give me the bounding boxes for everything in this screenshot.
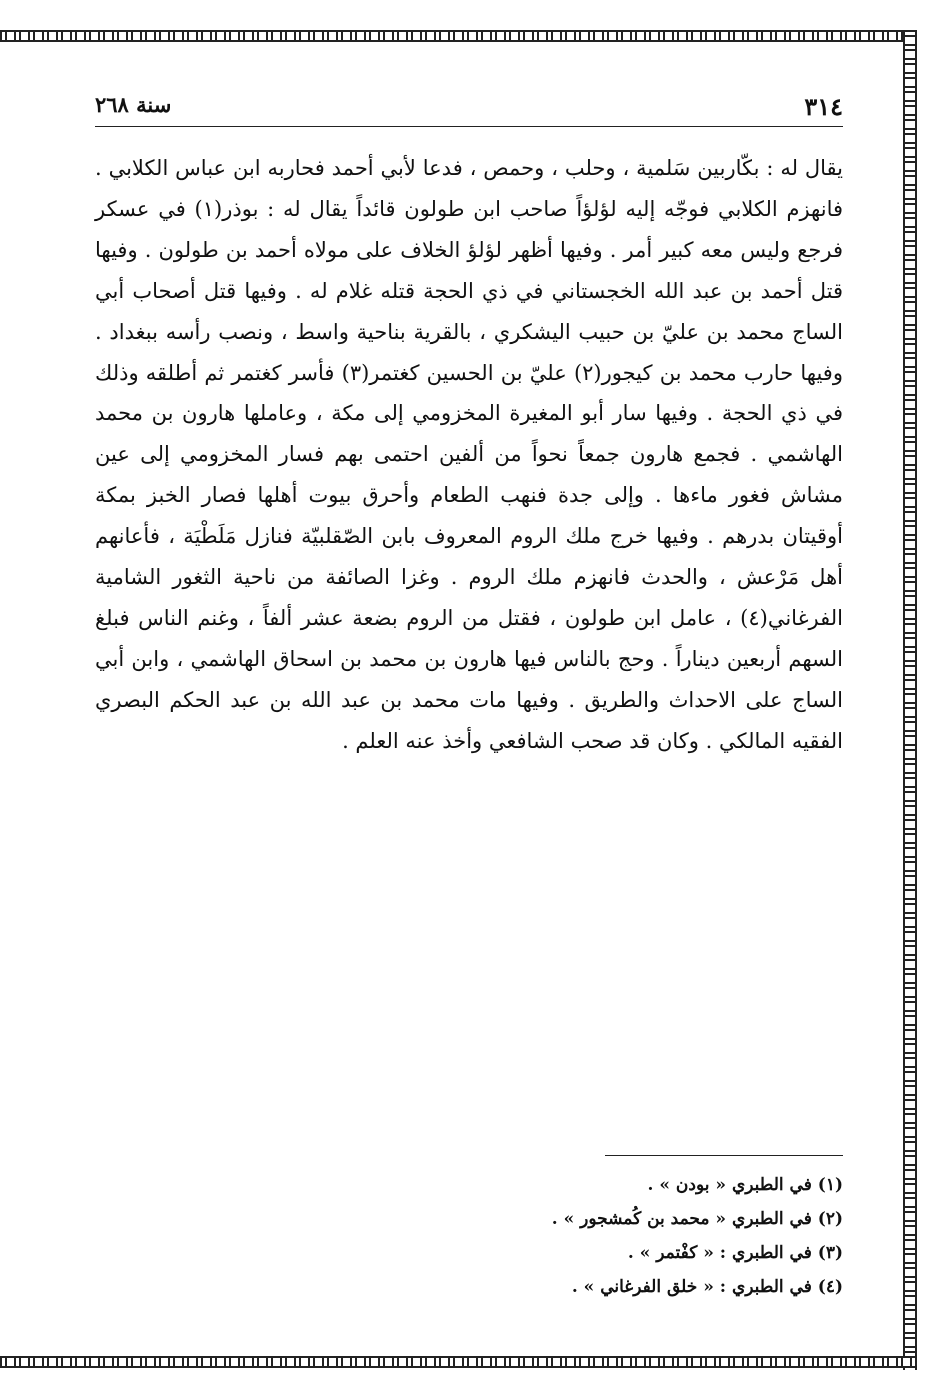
decorative-border-right xyxy=(903,30,917,1370)
decorative-border-bottom xyxy=(0,1356,915,1368)
footnote-2: (٢) في الطبري « محمد بن كُمشجور » . xyxy=(551,1209,843,1229)
footnotes xyxy=(300,1168,843,1304)
footnote-separator xyxy=(605,1155,843,1156)
footnote-1: (١) في الطبري « بودن » . xyxy=(647,1175,843,1195)
main-text: يقال له : بكّاربين سَلمية ، وحلب ، وحمص ، فدعا لأبي أحمد فحاربه ابن عباس الكلابي . فانهزم الكلابي فوجّه إليه لؤلؤاً صاحب ابن طولون قائداً يقال له : بوذر(١) في عسكر فرجع وليس معه كبير أمر . وفيها أظهر لؤلؤ الخلاف على مولاه أحمد بن طولون . وفيها قتل أحمد بن عبد الله الخجستاني في ذي الحجة قتله غلام له . وفيها قتل أصحاب أبي الساج محمد بن عليّ بن حبيب اليشكري ، بالقرية بناحية واسط ، ونصب رأسه ببغداد . وفيها حارب محمد بن كيجور(٢) عليّ بن الحسين كغتمر(٣) فأسر كغتمر ثم أطلقه وذلك في ذي الحجة . وفيها سار أبو المغيرة المخزومي إلى مكة ، وعاملها هارون بن محمد الهاشمي . فجمع هارون جمعاً نحواً من ألفين احتمى بهم فسار المخزومي إلى عين مشاش فغور ماءها . وإلى جدة فنهب الطعام وأحرق بيوت أهلها فصار الخبز بمكة أوقيتان بدرهم . وفيها خرج ملك الروم المعروف بابن الصّقلبيّة فنازل مَلَطْيَة ، فأعانهم أهل مَرْعش ، والحدث فانهزم ملك الروم . وغزا الصائفة من ناحية الثغور الشامية الفرغاني(٤) ، عامل ابن طولون ، فقتل من الروم بضعة عشر ألفاً ، وغنم الناس فبلغ السهم أربعين ديناراً . وحج بالناس فيها هارون بن محمد بن اسحاق الهاشمي ، وابن أبي الساج على الاحداث والطريق . وفيها مات محمد بن عبد الله بن عبد الحكم البصري الفقيه المالكي . وكان قد صحب الشافعي وأخذ عنه العلم . xyxy=(95,156,843,753)
decorative-border-top xyxy=(0,30,915,42)
page-number: ٣١٤ xyxy=(804,92,843,121)
footnote-4: (٤) في الطبري : « خلق الفرغاني » . xyxy=(571,1277,843,1297)
footnote-3: (٣) في الطبري : « كفْتمر » . xyxy=(627,1243,843,1263)
running-head: سنة ٢٦٨ xyxy=(95,92,172,117)
page-header xyxy=(95,92,843,127)
